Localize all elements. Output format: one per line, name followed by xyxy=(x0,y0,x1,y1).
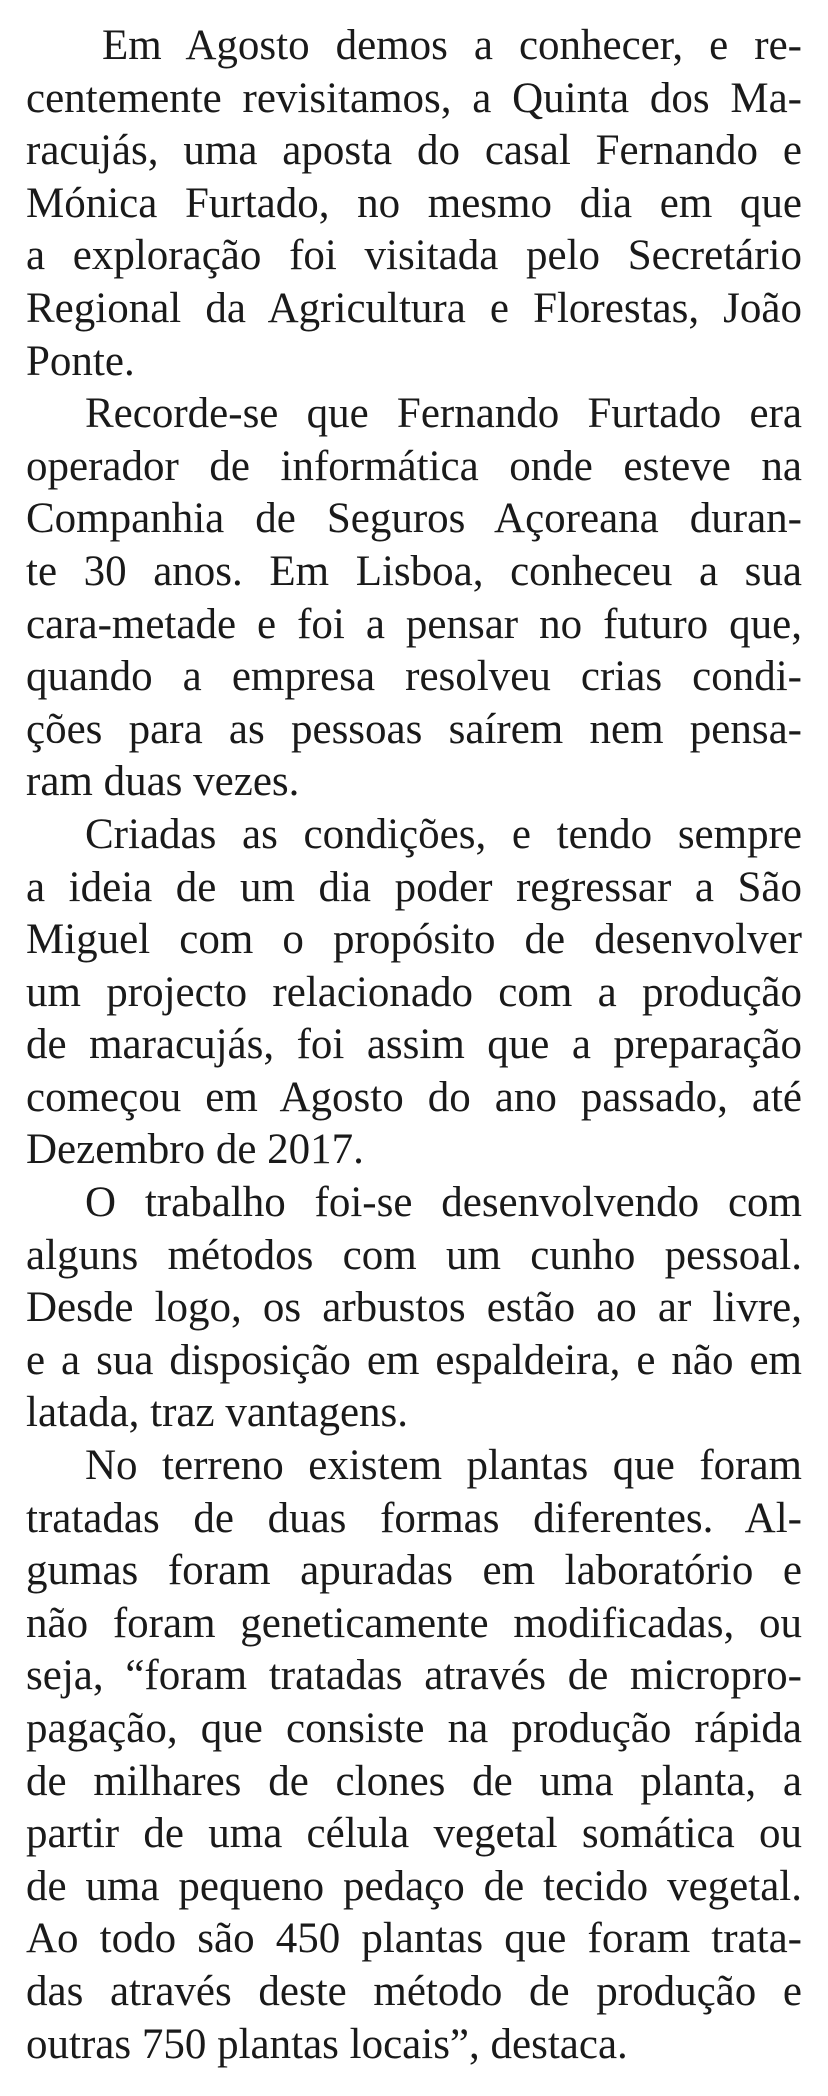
text-line: Companhia de Seguros Açoreana duran- xyxy=(26,495,802,543)
text-line: começou em Agosto do ano passado, até xyxy=(26,1073,802,1121)
text-line: um projecto relacionado com a produção xyxy=(26,968,802,1016)
text-line: ções para as pessoas saírem nem pensa- xyxy=(26,705,802,753)
text-line: racujás, uma aposta do casal Fernando e xyxy=(26,127,802,175)
text-line: de milhares de clones de uma planta, a xyxy=(26,1757,802,1805)
text-line: a exploração foi visitada pelo Secretário xyxy=(26,232,802,280)
paragraph xyxy=(26,20,802,388)
text-line: gumas foram apuradas em laboratório e xyxy=(26,1547,802,1595)
text-line: das através deste método de produção e xyxy=(26,1967,802,2015)
text-line: a ideia de um dia poder regressar a São xyxy=(26,863,802,911)
text-line: ram duas vezes. xyxy=(26,758,300,806)
text-line: não foram geneticamente modificadas, ou xyxy=(26,1599,802,1647)
text-line: Ponte. xyxy=(26,337,135,385)
text-line: outras 750 plantas locais”, destaca. xyxy=(26,2020,628,2068)
text-line: Desde logo, os arbustos estão ao ar livre, xyxy=(26,1284,802,1332)
text-line: tratadas de duas formas diferentes. Al- xyxy=(26,1494,802,1542)
text-line: de uma pequeno pedaço de tecido vegetal. xyxy=(26,1862,802,1910)
text-line: quando a empresa resolveu crias condi- xyxy=(26,653,802,701)
text-line: O trabalho foi-se desenvolvendo com xyxy=(85,1179,802,1227)
text-line: centemente revisitamos, a Quinta dos Ma- xyxy=(26,74,802,122)
text-line: Miguel com o propósito de desenvolver xyxy=(26,916,802,964)
paragraph xyxy=(26,1440,802,2071)
text-line: latada, traz vantagens. xyxy=(26,1389,409,1437)
paragraph xyxy=(26,809,802,1177)
text-line: Criadas as condições, e tendo sempre xyxy=(85,810,802,858)
text-line: Mónica Furtado, no mesmo dia em que xyxy=(26,179,802,227)
paragraph xyxy=(26,388,802,809)
text-line: e a sua disposição em espaldeira, e não em xyxy=(26,1336,802,1384)
text-line: Regional da Agricultura e Florestas, João xyxy=(26,284,802,332)
paragraph xyxy=(26,1177,802,1440)
text-line: Ao todo são 450 plantas que foram trata- xyxy=(26,1915,802,1963)
text-line: te 30 anos. Em Lisboa, conheceu a sua xyxy=(26,547,802,595)
text-line: No terreno existem plantas que foram xyxy=(85,1442,802,1490)
text-line: cara-metade e foi a pensar no futuro que, xyxy=(26,600,802,648)
text-line: Recorde-se que Fernando Furtado era xyxy=(85,390,802,438)
article-body xyxy=(26,20,802,2071)
text-line: Dezembro de 2017. xyxy=(26,1126,364,1174)
text-line: seja, “foram tratadas através de micropro- xyxy=(26,1652,802,1700)
text-line: partir de uma célula vegetal somática ou xyxy=(26,1810,802,1858)
text-line: Em Agosto demos a conhecer, e re- xyxy=(102,22,802,69)
text-line: pagação, que consiste na produção rápida xyxy=(26,1705,802,1752)
text-line: operador de informática onde esteve na xyxy=(26,442,802,490)
text-line: de maracujás, foi assim que a preparação xyxy=(26,1021,802,1069)
text-line: alguns métodos com um cunho pessoal. xyxy=(26,1231,802,1279)
